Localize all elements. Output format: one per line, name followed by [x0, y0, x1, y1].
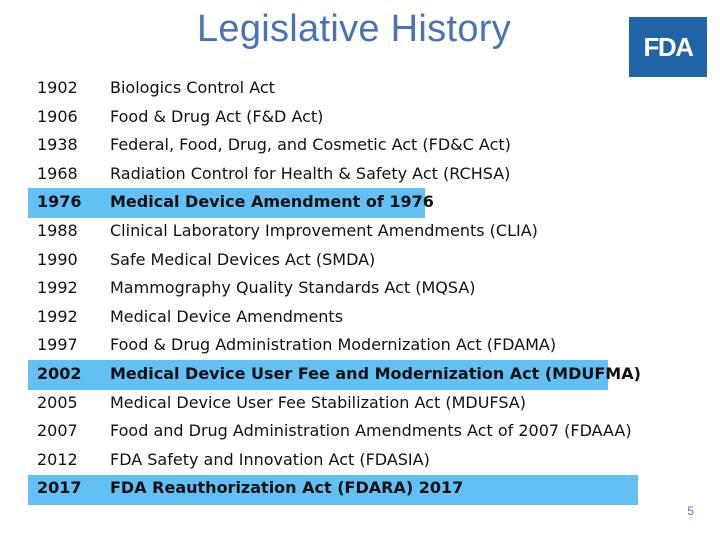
act-name: FDA Reauthorization Act (FDARA) 2017	[110, 478, 464, 498]
year: 2012	[37, 449, 78, 469]
list-item	[0, 274, 720, 303]
list-item	[0, 103, 720, 132]
page-number: 5	[687, 504, 694, 518]
year: 1992	[37, 306, 78, 326]
act-name: Radiation Control for Health & Safety Act (RCHSA)	[110, 163, 511, 183]
act-name: Biologics Control Act	[110, 78, 275, 97]
act-name: Food & Drug Act (F&D Act)	[110, 106, 324, 126]
year: 1976	[37, 192, 82, 212]
act-name: Medical Device User Fee and Modernization Act (MDUFMA)	[110, 363, 641, 383]
act-name: Medical Device Amendment of 1976	[110, 192, 434, 212]
act-name: Medical Device User Fee Stabilization Act (MDUFSA)	[110, 392, 526, 412]
year: 1992	[37, 278, 78, 298]
list-item	[0, 246, 720, 275]
list-item-highlighted	[0, 360, 720, 389]
act-name: Food and Drug Administration Amendments Act of 2007 (FDAAA)	[110, 421, 632, 441]
act-name: Safe Medical Devices Act (SMDA)	[110, 249, 376, 269]
list-item	[0, 331, 720, 360]
year: 1988	[37, 220, 78, 240]
list-item	[0, 217, 720, 246]
list-item	[0, 303, 720, 332]
year: 1990	[37, 249, 78, 269]
act-name: Federal, Food, Drug, and Cosmetic Act (FD&C Act)	[110, 135, 511, 155]
act-name: Clinical Laboratory Improvement Amendments (CLIA)	[110, 220, 538, 240]
year: 1902	[37, 78, 78, 97]
year: 1906	[37, 106, 78, 126]
year: 2007	[37, 421, 78, 441]
act-name: FDA Safety and Innovation Act (FDASIA)	[110, 449, 430, 469]
year: 1938	[37, 135, 78, 155]
list-item	[0, 131, 720, 160]
page-title: Legislative History	[196, 8, 512, 50]
fda-logo: FDA	[629, 17, 707, 77]
year: 1997	[37, 335, 78, 355]
list-item	[0, 417, 720, 446]
year: 2002	[37, 363, 82, 383]
year: 2005	[37, 392, 78, 412]
act-name: Medical Device Amendments	[110, 306, 344, 326]
list-item	[0, 160, 720, 189]
list-item	[0, 74, 720, 103]
year: 2017	[37, 478, 82, 498]
list-item	[0, 389, 720, 418]
act-name: Mammography Quality Standards Act (MQSA)	[110, 278, 476, 298]
legislation-list	[0, 74, 720, 503]
list-item	[0, 446, 720, 475]
list-item-highlighted	[0, 188, 720, 217]
year: 1968	[37, 163, 78, 183]
act-name: Food & Drug Administration Modernization Act (FDAMA)	[110, 335, 557, 355]
list-item-highlighted	[0, 474, 720, 503]
